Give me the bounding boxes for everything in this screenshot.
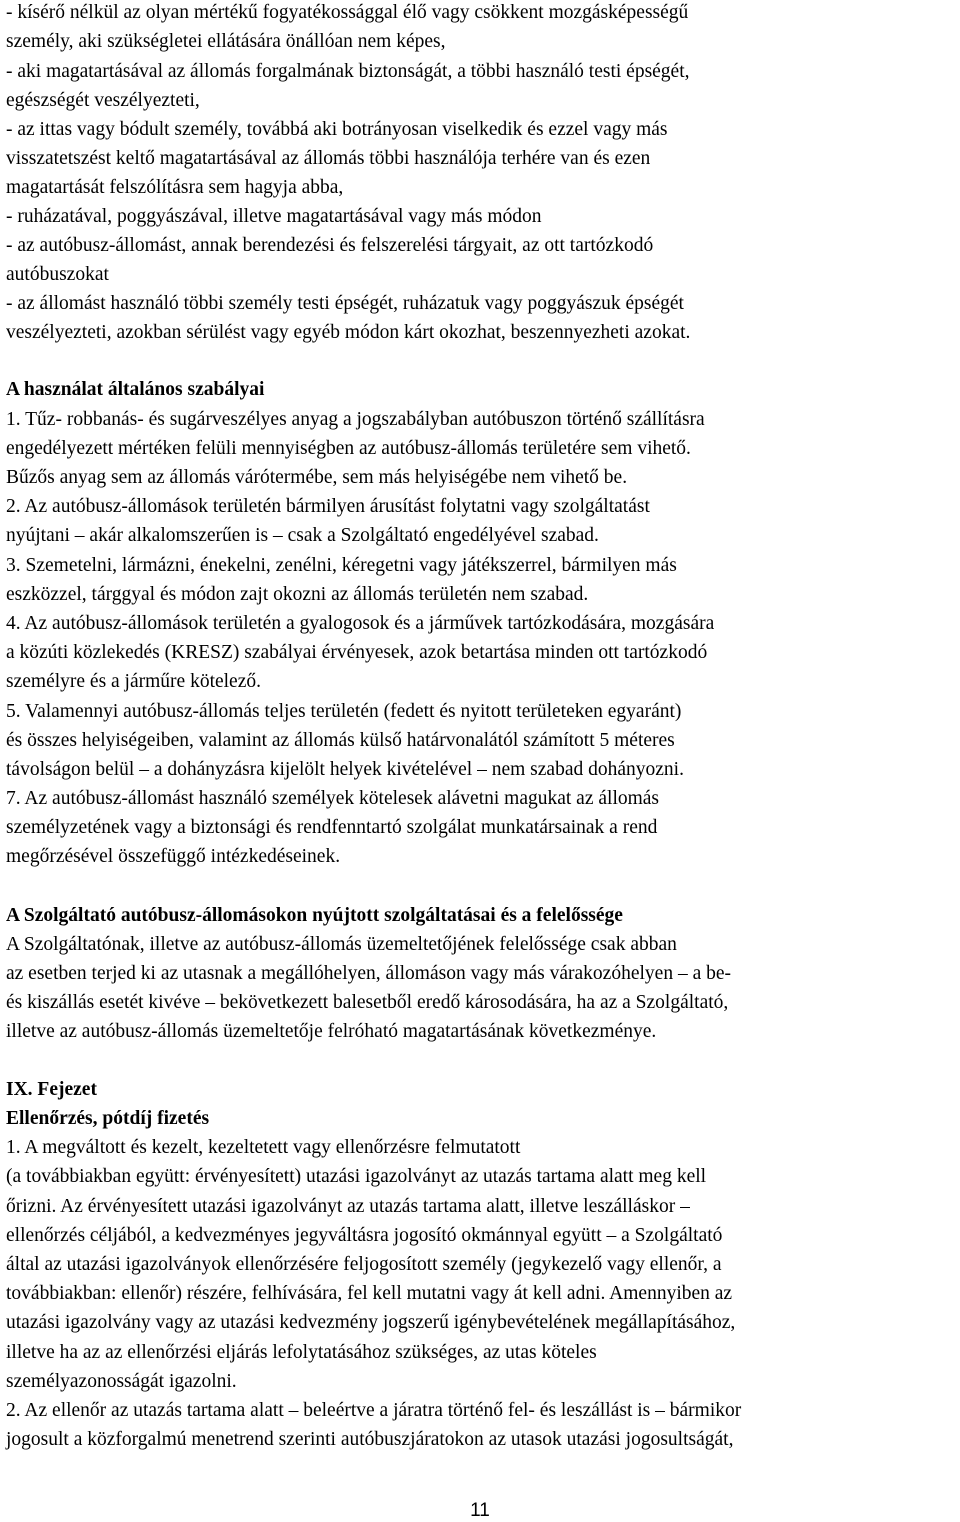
text-line: ellenőrzés céljából, a kedvezményes jegyváltásra jogosító okmánnyal együtt – a Szolgáltató (6, 1225, 723, 1246)
text-line: 1. Tűz- robbanás- és sugárveszélyes anyag a jogszabályban autóbuszon történő szállításra (6, 409, 705, 430)
text-line: jogosult a közforgalmú menetrend szerinti autóbuszjáratokon az utasok utazási jogosultságát, (6, 1429, 734, 1450)
text-line: 2. Az ellenőr az utazás tartama alatt – beleértve a járatra történő fel- és leszállást is – bármikor (6, 1400, 742, 1421)
text-line: 3. Szemetelni, lármázni, énekelni, zenélni, kéregetni vagy játékszerrel, bármilyen más (6, 555, 677, 576)
text-line: őrizni. Az érvényesített utazási igazolványt az utazás tartama alatt, illetve leszálláskor – (6, 1196, 690, 1217)
page-number: 11 (470, 1500, 490, 1521)
text-line: Bűzős anyag sem az állomás várótermébe, sem más helyiségébe nem vihető be. (6, 467, 628, 488)
text-line: által az utazási igazolványok ellenőrzésére feljogosított személy (jegykezelő vagy ellenőr, a (6, 1254, 722, 1275)
text-line: visszatetszést keltő magatartásával az állomás többi használója terhére van és ezen (6, 148, 651, 169)
text-line: és összes helyiségeiben, valamint az állomás külső határvonalától számított 5 méteres (6, 730, 675, 751)
text-line: távolságon belül – a dohányzásra kijelölt helyek kivételével – nem szabad dohányozni. (6, 759, 684, 780)
chapter-title: IX. Fejezet (6, 1079, 97, 1100)
text-line: - az állomást használó többi személy testi épségét, ruházatuk vagy poggyászuk épségét (6, 293, 684, 314)
text-line: magatartását felszólításra sem hagyja abba, (6, 177, 344, 198)
text-line: és kiszállás esetét kivéve – bekövetkezett balesetből eredő károsodására, ha az a Szolgáltató, (6, 992, 729, 1013)
text-line: autóbuszokat (6, 264, 109, 285)
text-line: illetve ha az az ellenőrzési eljárás lefolytatásához szükséges, az utas köteles (6, 1342, 597, 1363)
text-line: az esetben terjed ki az utasnak a megállóhelyen, állomáson vagy más várakozóhelyen – a be- (6, 963, 731, 984)
text-line: - ruházatával, poggyászával, illetve magatartásával vagy más módon (6, 206, 542, 227)
text-line: 5. Valamennyi autóbusz-állomás teljes területén (fedett és nyitott területeken egyaránt) (6, 701, 682, 722)
section-heading: A Szolgáltató autóbusz-állomásokon nyújtott szolgáltatásai és a felelőssége (6, 905, 623, 926)
text-line: (a továbbiakban együtt: érvényesített) utazási igazolványt az utazás tartama alatt meg kell (6, 1166, 707, 1187)
text-line: 7. Az autóbusz-állomást használó személyek kötelesek alávetni magukat az állomás (6, 788, 660, 809)
text-line: nyújtani – akár alkalomszerűen is – csak a Szolgáltató engedélyével szabad. (6, 525, 599, 546)
text-line: megőrzésével összefüggő intézkedéseinek. (6, 846, 341, 867)
text-line: utazási igazolvány vagy az utazási kedvezmény jogszerű igénybevételének megállapításához, (6, 1312, 736, 1333)
text-line: személyre és a járműre kötelező. (6, 671, 261, 692)
text-line: személyzetének vagy a biztonsági és rendfenntartó szolgálat munkatársainak a rend (6, 817, 658, 838)
text-line: személyazonosságát igazolni. (6, 1371, 237, 1392)
text-line: egészségét veszélyezteti, (6, 90, 200, 111)
text-line: - kísérő nélkül az olyan mértékű fogyatékossággal élő vagy csökkent mozgásképességű (6, 2, 689, 23)
text-line: személy, aki szükségletei ellátására önállóan nem képes, (6, 31, 446, 52)
text-line: veszélyezteti, azokban sérülést vagy egyéb módon kárt okozhat, beszennyezheti azokat. (6, 322, 691, 343)
text-line: 2. Az autóbusz-állomások területén bármilyen árusítást folytatni vagy szolgáltatást (6, 496, 650, 517)
text-line: a közúti közlekedés (KRESZ) szabályai érvényesek, azok betartása minden ott tartózkodó (6, 642, 708, 663)
text-line: - aki magatartásával az állomás forgalmának biztonságát, a többi használó testi épségét, (6, 61, 690, 82)
section-heading: A használat általános szabályai (6, 379, 265, 400)
chapter-subtitle: Ellenőrzés, pótdíj fizetés (6, 1108, 210, 1129)
text-line: - az ittas vagy bódult személy, továbbá aki botrányosan viselkedik és ezzel vagy más (6, 119, 668, 140)
text-line: eszközzel, tárggyal és módon zajt okozni az állomás területén nem szabad. (6, 584, 589, 605)
text-line: engedélyezett mértéken felüli mennyiségben az autóbusz-állomás területére sem vihető. (6, 438, 691, 459)
text-line: 1. A megváltott és kezelt, kezeltetett vagy ellenőrzésre felmutatott (6, 1137, 521, 1158)
text-line: továbbiakban: ellenőr) részére, felhívására, fel kell mutatni vagy át kell adni. Amennyiben az (6, 1283, 733, 1304)
text-line: - az autóbusz-állomást, annak berendezési és felszerelési tárgyait, az ott tartózkodó (6, 235, 654, 256)
text-line: illetve az autóbusz-állomás üzemeltetője felróható magatartásának következménye. (6, 1021, 657, 1042)
text-line: A Szolgáltatónak, illetve az autóbusz-állomás üzemeltetőjének felelőssége csak abban (6, 934, 677, 955)
text-line: 4. Az autóbusz-állomások területén a gyalogosok és a járművek tartózkodására, mozgására (6, 613, 715, 634)
